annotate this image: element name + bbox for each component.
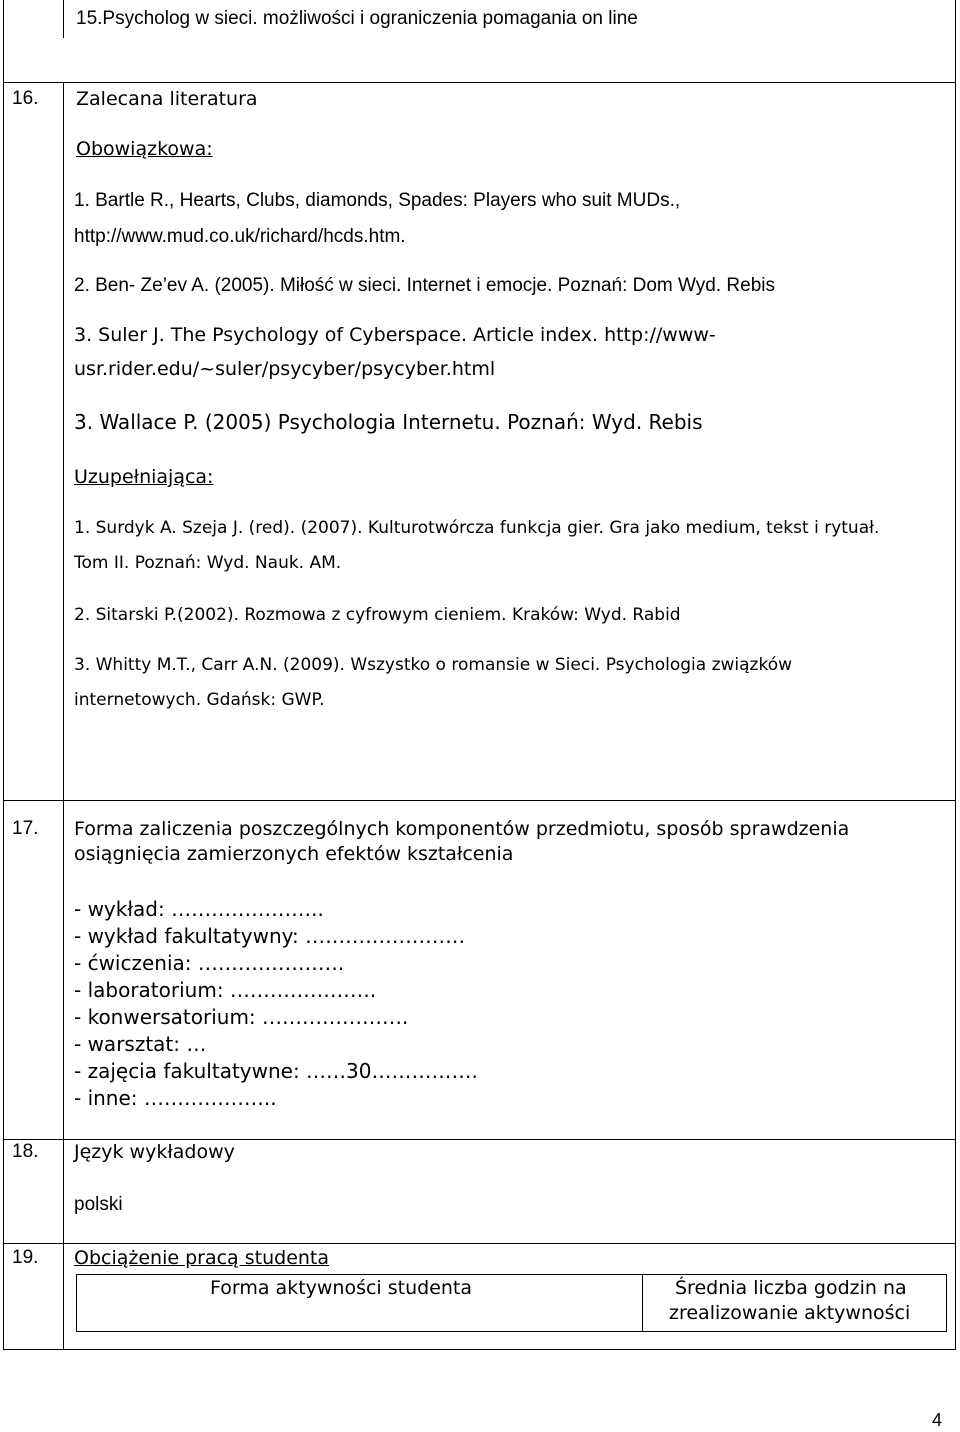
page-number: 4 bbox=[931, 1410, 942, 1430]
row-divider-19 bbox=[3, 1243, 956, 1244]
workload-table bbox=[76, 1274, 947, 1332]
supplementary-literature-heading: Uzupełniająca: bbox=[74, 466, 214, 488]
supplementary-ref-3-line1: 3. Whitty M.T., Carr A.N. (2009). Wszystko o romansie w Sieci. Psychologia związków bbox=[74, 655, 793, 675]
lecture-language-value: polski bbox=[74, 1194, 123, 1215]
column-divider-15 bbox=[63, 0, 64, 38]
supplementary-ref-1-line1: 1. Surdyk A. Szeja J. (red). (2007). Kulturotwórcza funkcja gier. Gra jako medium, tekst i rytuał. bbox=[74, 518, 880, 538]
row-divider-18 bbox=[3, 1139, 956, 1140]
required-ref-2: 2. Ben- Ze’ev A. (2005). Miłość w sieci. Internet i emocje. Poznań: Dom Wyd. Rebis bbox=[74, 275, 775, 296]
assessment-item-workshop: - warsztat: … bbox=[74, 1032, 207, 1056]
row-divider-17 bbox=[3, 800, 956, 801]
assessment-item-elective-classes: - zajęcia fakultatywne: ……30……………. bbox=[74, 1059, 478, 1083]
required-ref-4: 3. Wallace P. (2005) Psychologia Internetu. Poznań: Wyd. Rebis bbox=[74, 410, 703, 434]
assessment-item-elective-lecture: - wykład fakultatywny: …………………… bbox=[74, 924, 466, 948]
supplementary-ref-3-line2: internetowych. Gdańsk: GWP. bbox=[74, 690, 325, 710]
section-17-number: 17. bbox=[12, 818, 39, 839]
section-16-title: Zalecana literatura bbox=[76, 88, 258, 110]
required-ref-3-line1: 3. Suler J. The Psychology of Cyberspace. Article index. http://www- bbox=[74, 324, 716, 346]
section-19-number: 19. bbox=[12, 1247, 39, 1268]
supplementary-ref-1-line2: Tom II. Poznań: Wyd. Nauk. AM. bbox=[74, 553, 342, 573]
workload-col-activity-header: Forma aktywności studenta bbox=[210, 1277, 473, 1299]
workload-col-hours-header-line2: zrealizowanie aktywności bbox=[669, 1302, 911, 1324]
section-16-number: 16. bbox=[12, 88, 39, 109]
assessment-item-laboratory: - laboratorium: …………………. bbox=[74, 978, 377, 1002]
table-border-left bbox=[3, 0, 4, 1350]
section-17-title-line2: osiągnięcia zamierzonych efektów kształcenia bbox=[74, 843, 514, 865]
assessment-item-exercises: - ćwiczenia: …………………. bbox=[74, 951, 345, 975]
column-divider bbox=[63, 83, 64, 1350]
section-18-title: Język wykładowy bbox=[74, 1141, 235, 1163]
section-18-number: 18. bbox=[12, 1141, 39, 1162]
workload-table-divider bbox=[642, 1275, 643, 1331]
section-19-title: Obciążenie pracą studenta bbox=[74, 1247, 330, 1269]
required-ref-1-line1: 1. Bartle R., Hearts, Clubs, diamonds, Spades: Players who suit MUDs., bbox=[74, 190, 681, 211]
assessment-item-other: - inne: ……………….. bbox=[74, 1086, 277, 1110]
supplementary-ref-2: 2. Sitarski P.(2002). Rozmowa z cyfrowym cieniem. Kraków: Wyd. Rabid bbox=[74, 605, 681, 625]
section-15-text: 15.Psycholog w sieci. możliwości i ograniczenia pomagania on line bbox=[76, 8, 638, 29]
required-ref-1-line2: http://www.mud.co.uk/richard/hcds.htm. bbox=[74, 226, 406, 247]
row-divider-16 bbox=[3, 82, 956, 83]
section-17-title-line1: Forma zaliczenia poszczególnych komponentów przedmiotu, sposób sprawdzenia bbox=[74, 818, 850, 840]
assessment-item-conversation: - konwersatorium: …………………. bbox=[74, 1005, 409, 1029]
assessment-item-lecture: - wykład: ………………….. bbox=[74, 897, 324, 921]
workload-col-hours-header-line1: Średnia liczba godzin na bbox=[675, 1277, 907, 1299]
required-ref-3-line2: usr.rider.edu/~suler/psycyber/psycyber.html bbox=[74, 358, 496, 380]
required-literature-heading: Obowiązkowa: bbox=[76, 138, 213, 160]
